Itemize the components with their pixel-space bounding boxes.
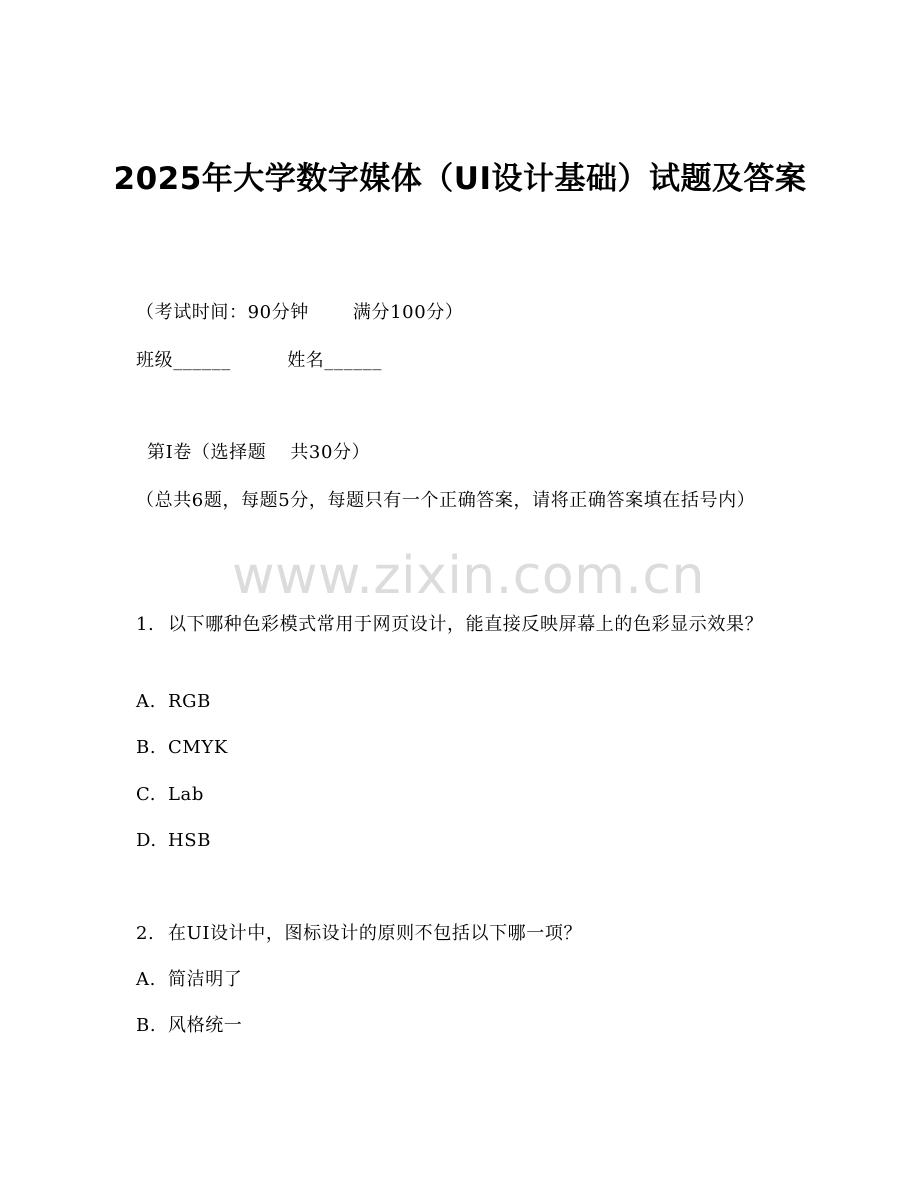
- option-text: CMYK: [168, 737, 228, 758]
- option-text: 简洁明了: [168, 969, 243, 990]
- class-label: 班级: [136, 350, 174, 371]
- option-letter: A.: [136, 969, 156, 990]
- option-2a: [136, 967, 242, 993]
- section-heading-part2: 共30分）: [290, 442, 371, 463]
- option-letter: B.: [136, 737, 157, 758]
- option-1d: [136, 828, 211, 854]
- option-letter: C.: [136, 784, 157, 805]
- section-heading: [147, 440, 370, 466]
- option-1a: [136, 689, 211, 715]
- option-1c: [136, 782, 204, 808]
- option-letter: D.: [136, 830, 157, 851]
- option-letter: B.: [136, 1015, 157, 1036]
- option-1b: [136, 735, 228, 761]
- question-number: 1.: [136, 614, 155, 635]
- exam-info: [136, 300, 463, 326]
- name-label: 姓名: [287, 350, 325, 371]
- question-2: [136, 921, 582, 947]
- exam-score: 满分100分）: [352, 302, 464, 323]
- name-blank: ______: [324, 350, 383, 371]
- section-heading-part1: 第Ⅰ卷（选择题: [147, 442, 267, 463]
- student-fields: [136, 348, 386, 374]
- option-text: RGB: [168, 691, 211, 712]
- question-1: [136, 610, 786, 640]
- class-blank: ______: [173, 350, 231, 371]
- option-letter: A.: [136, 691, 156, 712]
- question-text: 在UI设计中，图标设计的原则不包括以下哪一项？: [168, 923, 583, 944]
- question-number: 2.: [136, 923, 155, 944]
- option-text: Lab: [168, 784, 205, 805]
- page-title: 2025年大学数字媒体（UI设计基础）试题及答案: [113, 161, 807, 197]
- section-instructions: （总共6题，每题5分，每题只有一个正确答案，请将正确答案填在括号内）: [136, 490, 756, 511]
- exam-time: （考试时间：90分钟: [136, 302, 309, 323]
- option-text: HSB: [168, 830, 212, 851]
- option-2b: [136, 1013, 242, 1039]
- watermark: www.zixin.com.cn: [232, 546, 705, 606]
- question-text: 以下哪种色彩模式常用于网页设计，能直接反映屏幕上的色彩显示效果？: [168, 614, 764, 635]
- option-text: 风格统一: [168, 1015, 243, 1036]
